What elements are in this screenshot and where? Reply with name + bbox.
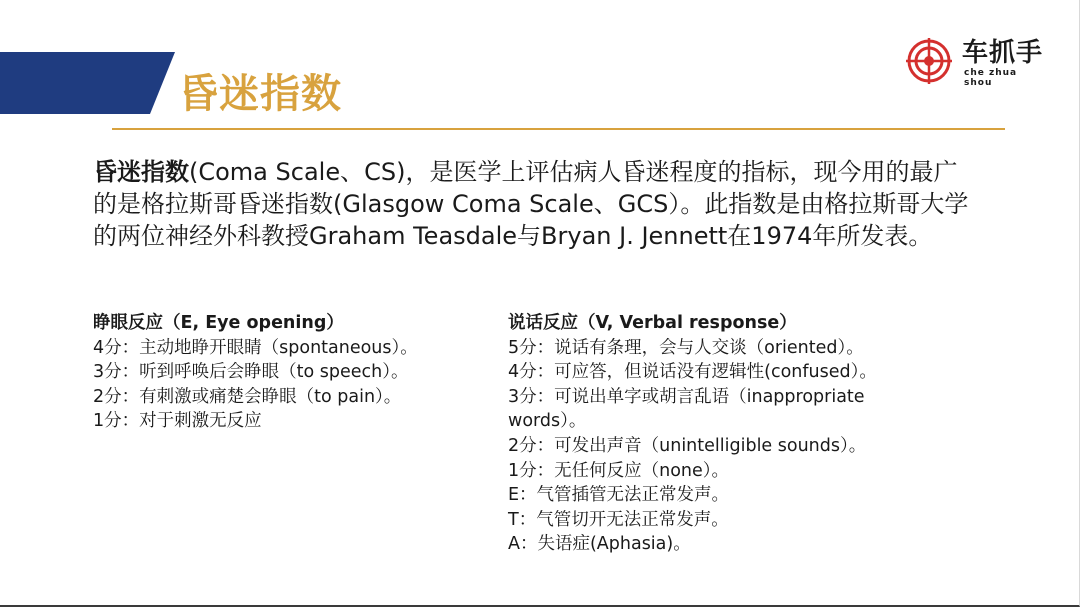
- list-item: 3分：可说出单字或胡言乱语（inappropriate words）。: [508, 386, 865, 432]
- list-item: 1分：无任何反应（none）。: [508, 460, 730, 481]
- verbal-response-heading: 说话反应（V, Verbal response）: [508, 313, 797, 333]
- verbal-response-section: [508, 311, 928, 557]
- target-ring-icon: [906, 38, 952, 84]
- list-item: E：气管插管无法正常发声。: [508, 485, 730, 506]
- intro-text: (Coma Scale、CS)，是医学上评估病人昏迷程度的指标，现今用的最广的是格拉斯哥昏迷指数(Glasgow Coma Scale、GCS）。此指数是由格拉斯哥大学的两位神经外科教授Graham Teasdale与Bryan J. Jennett在1974年所发表。: [93, 158, 969, 250]
- list-item: 5分：说话有条理，会与人交谈（oriented）。: [508, 337, 864, 358]
- list-item: 4分：可应答，但说话没有逻辑性(confused）。: [508, 362, 877, 383]
- list-item: 4分：主动地睁开眼睛（spontaneous）。: [93, 337, 418, 358]
- eye-opening-section: [93, 311, 493, 434]
- title-underline: [112, 128, 1005, 130]
- list-item: 2分：有刺激或痛楚会睁眼（to pain）。: [93, 386, 402, 407]
- intro-term: 昏迷指数: [93, 158, 189, 186]
- list-item: 1分：对于刺激无反应: [93, 411, 262, 432]
- list-item: 3分：听到呼唤后会睁眼（to speech）。: [93, 362, 409, 383]
- eye-opening-heading: 睁眼反应（E, Eye opening）: [93, 313, 344, 333]
- verbal-response-list: [508, 336, 928, 557]
- page-title: 昏迷指数: [178, 71, 342, 117]
- brand-name: 车抓手: [962, 38, 1044, 68]
- list-item: 2分：可发出声音（unintelligible sounds）。: [508, 435, 867, 456]
- list-item: A：失语症(Aphasia)。: [508, 534, 691, 555]
- brand-logo: [906, 38, 1046, 88]
- intro-paragraph: [93, 156, 973, 252]
- eye-opening-list: [93, 336, 493, 434]
- list-item: T：气管切开无法正常发声。: [508, 509, 729, 530]
- brand-pinyin: che zhua shou: [964, 68, 1018, 88]
- title-bar-shape: [0, 52, 175, 114]
